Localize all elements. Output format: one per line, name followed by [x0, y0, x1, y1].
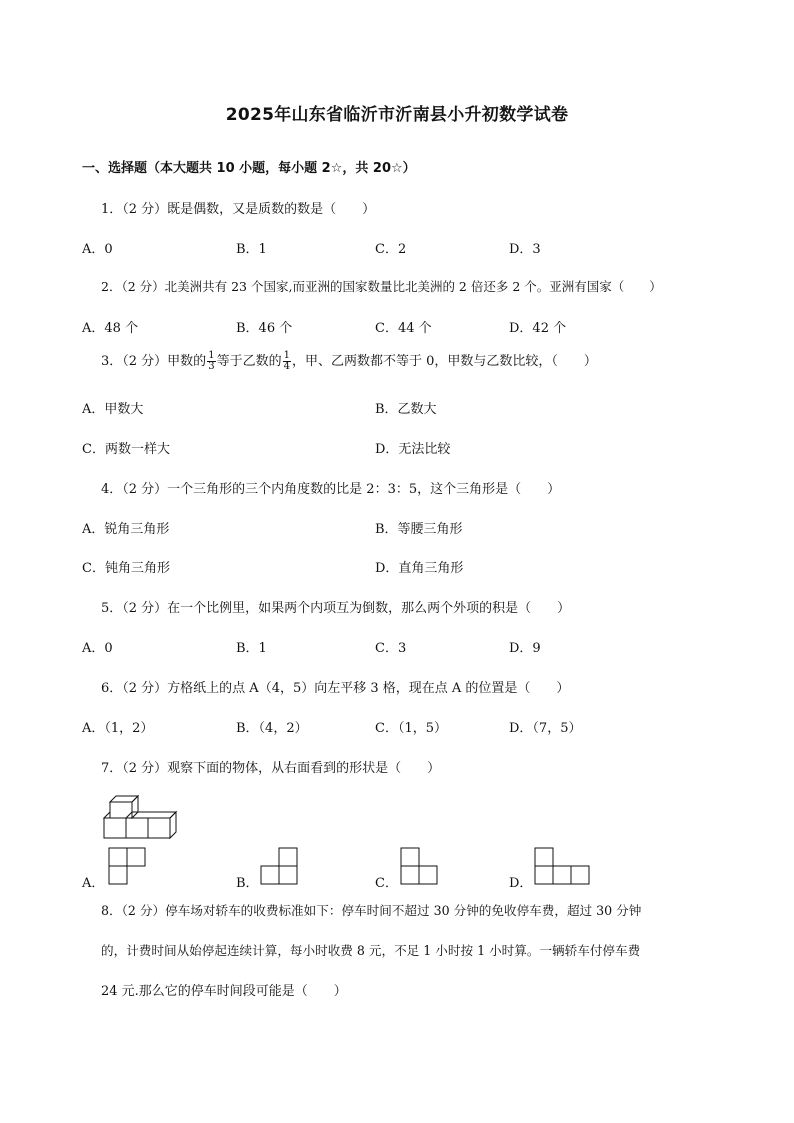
- question-8-line-3: 24 元.那么它的停车时间段可能是（ ）: [101, 984, 347, 999]
- question-1-option-c: C．2: [375, 242, 407, 257]
- fraction-one-third: [207, 351, 215, 372]
- question-2-option-d: D．42 个: [509, 321, 567, 336]
- question-3-stem-part-a: 3．（2 分）甲数的: [101, 354, 207, 369]
- question-8-line-2: 的，计费时间从始停起连续计算，每小时收费 8 元，不足 1 小时按 1 小时算。一辆轿车付停车费: [101, 943, 641, 958]
- question-5-option-a: A．0: [82, 641, 113, 656]
- question-8-line-1: 8．（2 分）停车场对轿车的收费标准如下：停车时间不超过 30 分钟的免收停车费，超过 30 分钟: [101, 903, 642, 918]
- question-4-stem: 4．（2 分）一个三角形的三个内角度数的比是 2：3：5，这个三角形是（ ）: [101, 482, 561, 497]
- fraction-numerator: 1: [283, 350, 290, 361]
- option-a-view-shape: [108, 847, 148, 885]
- question-1-option-b: B．1: [236, 242, 267, 257]
- question-5-option-c: C．3: [375, 641, 407, 656]
- section-heading: 一、选择题（本大题共 10 小题，每小题 2☆，共 20☆）: [82, 161, 416, 176]
- option-c-view-shape: [400, 847, 440, 885]
- fraction-one-quarter: [283, 351, 291, 372]
- option-b-view-shape: [260, 847, 300, 885]
- question-4-option-a: A．锐角三角形: [82, 522, 170, 537]
- question-5-option-d: D．9: [509, 641, 541, 656]
- question-7-option-c: C．: [375, 876, 398, 891]
- question-3-option-d: D．无法比较: [375, 442, 451, 457]
- exam-title: 2025年山东省临沂市沂南县小升初数学试卷: [225, 105, 569, 125]
- question-2-option-b: B．46 个: [236, 321, 293, 336]
- question-1-stem: 1．（2 分）既是偶数，又是质数的数是（ ）: [101, 202, 376, 217]
- question-5-option-b: B．1: [236, 641, 267, 656]
- question-7-option-d: D．: [509, 876, 533, 891]
- question-3-stem: [101, 350, 597, 372]
- question-6-option-b: B．（4，2）: [236, 721, 308, 736]
- fraction-numerator: 1: [208, 350, 215, 361]
- question-4-option-d: D．直角三角形: [375, 561, 464, 576]
- question-6-option-c: C．（1，5）: [375, 721, 447, 736]
- question-4-option-c: C．钝角三角形: [82, 561, 170, 576]
- question-3-stem-part-c: ，甲、乙两数都不等于 0，甲数与乙数比较，（ ）: [291, 354, 597, 369]
- question-5-stem: 5．（2 分）在一个比例里，如果两个内项互为倒数，那么两个外项的积是（ ）: [101, 601, 571, 616]
- question-6-stem: 6．（2 分）方格纸上的点 A（4，5）向左平移 3 格，现在点 A 的位置是（ ）: [101, 681, 570, 696]
- question-3-option-a: A．甲数大: [82, 402, 144, 417]
- question-2-option-a: A．48 个: [82, 321, 139, 336]
- question-7-stem: 7．（2 分）观察下面的物体，从右面看到的形状是（ ）: [101, 761, 441, 776]
- question-7-option-a: A．: [82, 876, 105, 891]
- question-2-option-c: C．44 个: [375, 321, 432, 336]
- question-3-stem-part-b: 等于乙数的: [216, 354, 282, 369]
- question-1-option-a: A．0: [82, 242, 113, 257]
- question-6-option-d: D．（7，5）: [509, 721, 582, 736]
- option-d-view-shape: [534, 847, 592, 885]
- cube-stack-figure: [100, 792, 180, 842]
- fraction-denominator: 4: [283, 361, 290, 372]
- question-6-option-a: A．（1，2）: [82, 721, 154, 736]
- question-1-option-d: D．3: [509, 242, 541, 257]
- question-4-option-b: B．等腰三角形: [375, 522, 463, 537]
- question-3-option-c: C．两数一样大: [82, 442, 170, 457]
- question-7-option-b: B．: [236, 876, 259, 891]
- question-3-option-b: B．乙数大: [375, 402, 437, 417]
- question-2-stem: 2．（2 分）北美洲共有 23 个国家,而亚洲的国家数量比北美洲的 2 倍还多 2 个。亚洲有国家（ ）: [101, 279, 662, 294]
- fraction-denominator: 3: [208, 361, 215, 372]
